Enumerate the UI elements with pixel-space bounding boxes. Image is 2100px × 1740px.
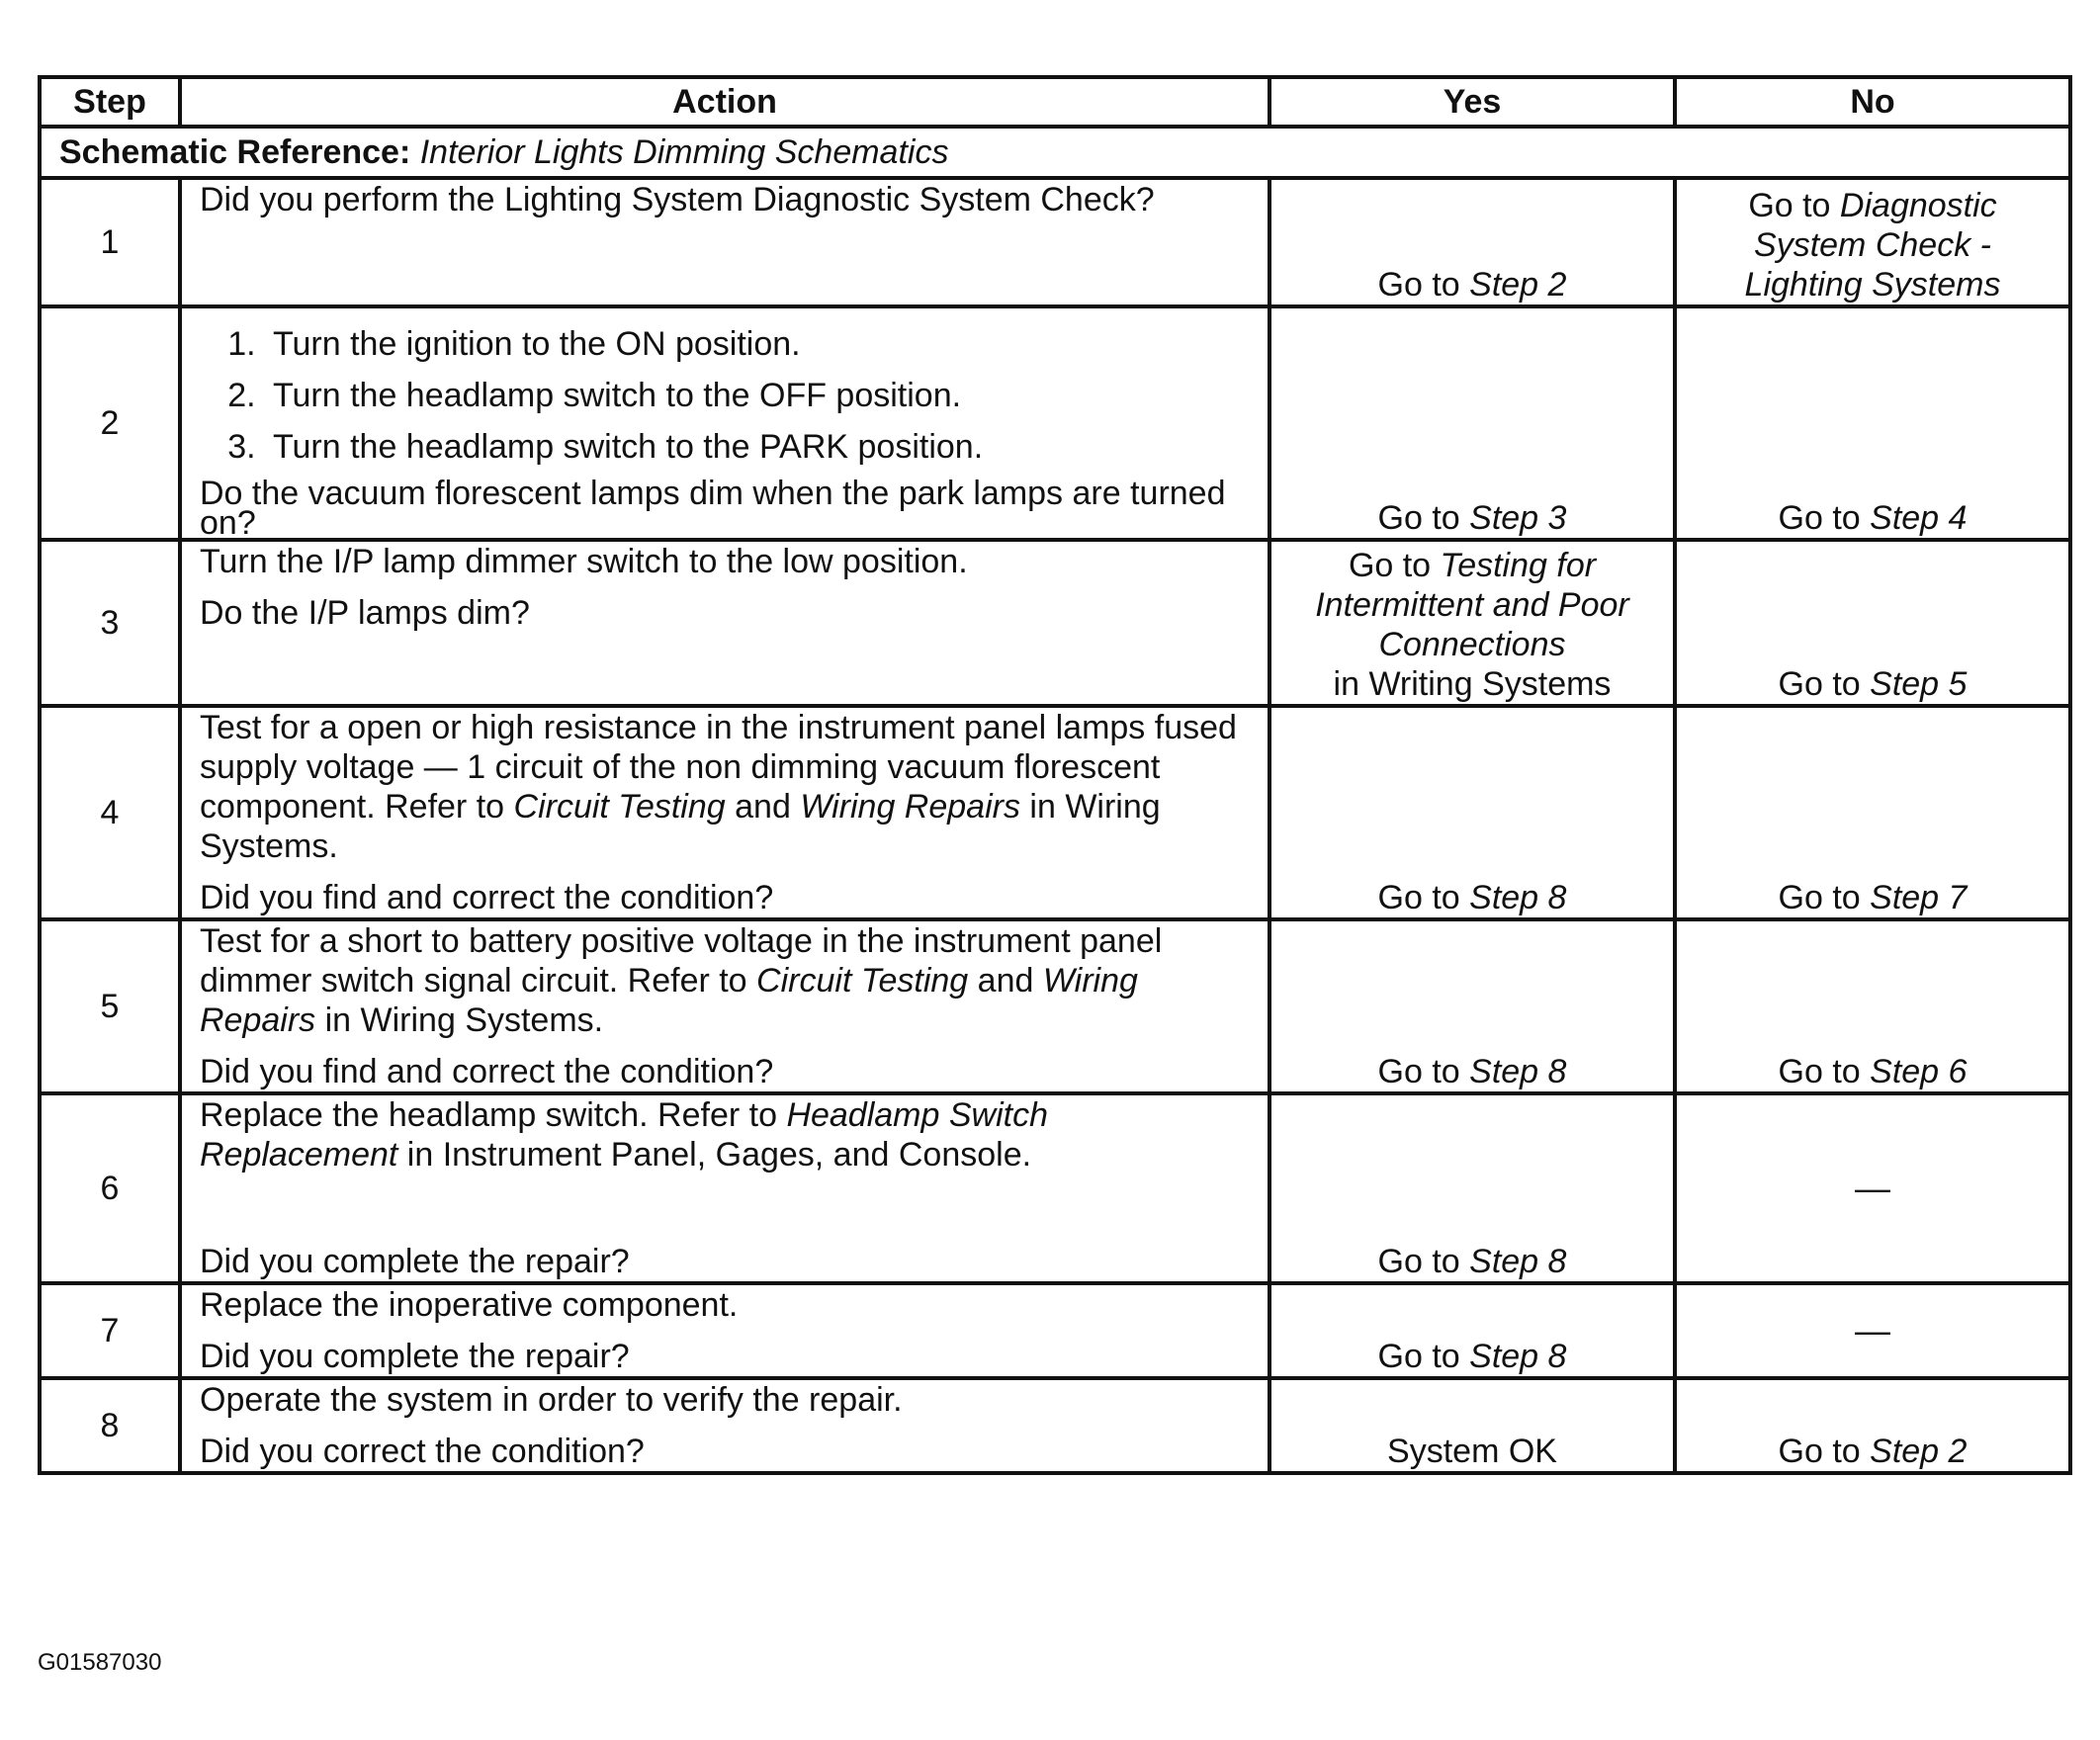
table-row — [40, 1093, 2070, 1283]
header-step: Step — [40, 77, 180, 127]
action-text: Do the I/P lamps dim? — [200, 594, 530, 632]
action-text: Did you complete the repair? — [200, 1338, 630, 1375]
table-row — [40, 306, 2070, 540]
action-text: Did you find and correct the condition? — [200, 1053, 774, 1090]
yes-prefix: Go to — [1377, 1053, 1470, 1090]
action-text: Replace the inoperative component. — [200, 1286, 739, 1324]
action-text: Test for a short to battery positive voltage in the instrument panel dimmer switch signal circuit. Refer to — [200, 922, 1163, 1000]
wiring-repairs-link[interactable]: Wiring Repairs — [800, 788, 1020, 826]
action-paragraph — [200, 921, 1250, 1040]
yes-prefix: Go to — [1377, 266, 1470, 304]
action-text: Test for a open or high resistance in the instrument panel lamps fused supply voltage — 1 circuit of the non dimming vacuum florescent component. Refer to — [200, 709, 1237, 826]
yes-cell — [1269, 178, 1675, 306]
yes-link[interactable]: Step 8 — [1469, 1243, 1567, 1280]
no-cell — [1675, 306, 2070, 540]
no-cell — [1675, 1093, 2070, 1283]
action-paragraph — [200, 708, 1250, 866]
no-prefix: Go to — [1778, 665, 1871, 703]
yes-link[interactable]: Testing for Intermittent and Poor Connections — [1315, 547, 1629, 663]
substep-item: 2. Turn the headlamp switch to the OFF position. — [265, 376, 1250, 415]
yes-link[interactable]: Step 8 — [1469, 879, 1567, 916]
action-text: Replace the headlamp switch. Refer to — [200, 1096, 787, 1134]
action-cell — [180, 1283, 1269, 1378]
no-prefix: Go to — [1778, 879, 1871, 916]
no-prefix: Go to — [1778, 1433, 1871, 1470]
table-row — [40, 1378, 2070, 1473]
action-text: in Wiring Systems. — [315, 1001, 604, 1039]
yes-cell — [1269, 540, 1675, 706]
yes-link[interactable]: Step 3 — [1469, 499, 1567, 537]
step-number: 5 — [40, 919, 180, 1093]
yes-prefix: Go to — [1377, 879, 1470, 916]
no-dash: — — [1855, 1309, 1890, 1350]
yes-link[interactable]: Step 8 — [1469, 1053, 1567, 1090]
no-cell — [1675, 919, 2070, 1093]
table-row — [40, 919, 2070, 1093]
no-cell — [1675, 706, 2070, 919]
header-no: No — [1675, 77, 2070, 127]
no-link[interactable]: Step 6 — [1870, 1053, 1968, 1090]
circuit-testing-link[interactable]: Circuit Testing — [756, 962, 969, 1000]
yes-suffix: in Writing Systems — [1333, 665, 1612, 703]
yes-cell — [1269, 306, 1675, 540]
circuit-testing-link[interactable]: Circuit Testing — [513, 788, 726, 826]
action-text: Turn the I/P lamp dimmer switch to the low position. — [200, 543, 968, 580]
table-row — [40, 1283, 2070, 1378]
yes-link[interactable]: Step 8 — [1469, 1338, 1567, 1375]
step-number: 7 — [40, 1283, 180, 1378]
substep-item: 3. Turn the headlamp switch to the PARK position. — [265, 427, 1250, 467]
yes-cell — [1269, 1283, 1675, 1378]
diagnostic-table — [38, 75, 2072, 1475]
action-paragraph — [200, 1095, 1250, 1174]
wiring-repairs-link[interactable]: Wiring Repairs — [200, 962, 1138, 1039]
step-number: 8 — [40, 1378, 180, 1473]
no-link[interactable]: Step 7 — [1870, 879, 1968, 916]
table-row — [40, 706, 2070, 919]
yes-cell — [1269, 706, 1675, 919]
no-cell — [1675, 178, 2070, 306]
schematic-link[interactable]: Interior Lights Dimming Schematics — [419, 133, 949, 171]
substep-list — [200, 324, 1250, 467]
yes-cell — [1269, 1093, 1675, 1283]
no-prefix: Go to — [1778, 1053, 1871, 1090]
action-text: Operate the system in order to verify the repair. — [200, 1381, 903, 1419]
no-prefix: Go to — [1778, 499, 1871, 537]
step-number: 1 — [40, 178, 180, 306]
substep-item: 1. Turn the ignition to the ON position. — [265, 324, 1250, 364]
step-number: 2 — [40, 306, 180, 540]
action-cell — [180, 540, 1269, 706]
action-text: and — [968, 962, 1043, 1000]
action-cell — [180, 1093, 1269, 1283]
header-action: Action — [180, 77, 1269, 127]
action-text: and — [725, 788, 801, 826]
no-dash: — — [1855, 1167, 1890, 1208]
action-cell — [180, 306, 1269, 540]
action-cell — [180, 178, 1269, 306]
no-link[interactable]: Step 5 — [1870, 665, 1968, 703]
yes-cell — [1269, 919, 1675, 1093]
figure-code: G01587030 — [38, 1649, 162, 1676]
step-number: 6 — [40, 1093, 180, 1283]
step-number: 4 — [40, 706, 180, 919]
action-text: in Instrument Panel, Gages, and Console. — [397, 1136, 1032, 1174]
no-link[interactable]: Diagnostic System Check - Lighting Systems — [1744, 187, 2001, 304]
action-text: Did you perform the Lighting System Diagnostic System Check? — [200, 181, 1155, 218]
yes-prefix: Go to — [1348, 547, 1441, 584]
no-cell — [1675, 1283, 2070, 1378]
yes-prefix: Go to — [1377, 499, 1470, 537]
action-cell — [180, 919, 1269, 1093]
no-link[interactable]: Step 4 — [1870, 499, 1968, 537]
diagnostic-table-wrapper — [38, 75, 2068, 1475]
action-text: Do the vacuum florescent lamps dim when the park lamps are turned on? — [200, 475, 1226, 542]
action-text: in Wiring Systems. — [200, 788, 1161, 865]
no-cell — [1675, 540, 2070, 706]
action-text: Did you complete the repair? — [200, 1243, 630, 1280]
yes-prefix: Go to — [1377, 1338, 1470, 1375]
no-cell — [1675, 1378, 2070, 1473]
action-cell — [180, 1378, 1269, 1473]
schematic-reference — [40, 127, 2070, 178]
headlamp-switch-replacement-link[interactable]: Headlamp Switch Replacement — [200, 1096, 1048, 1174]
table-row — [40, 540, 2070, 706]
no-prefix: Go to — [1748, 187, 1840, 224]
yes-text: System OK — [1387, 1433, 1557, 1470]
header-row — [40, 77, 2070, 127]
yes-prefix: Go to — [1377, 1243, 1470, 1280]
yes-cell — [1269, 1378, 1675, 1473]
action-cell — [180, 706, 1269, 919]
spacer — [200, 1186, 1250, 1242]
header-yes: Yes — [1269, 77, 1675, 127]
no-link[interactable]: Step 2 — [1870, 1433, 1968, 1470]
schematic-label: Schematic Reference: — [59, 133, 411, 171]
table-row — [40, 178, 2070, 306]
action-text: Did you correct the condition? — [200, 1433, 645, 1470]
yes-link[interactable]: Step 2 — [1469, 266, 1567, 304]
schematic-row — [40, 127, 2070, 178]
action-text: Did you find and correct the condition? — [200, 879, 774, 916]
step-number: 3 — [40, 540, 180, 706]
